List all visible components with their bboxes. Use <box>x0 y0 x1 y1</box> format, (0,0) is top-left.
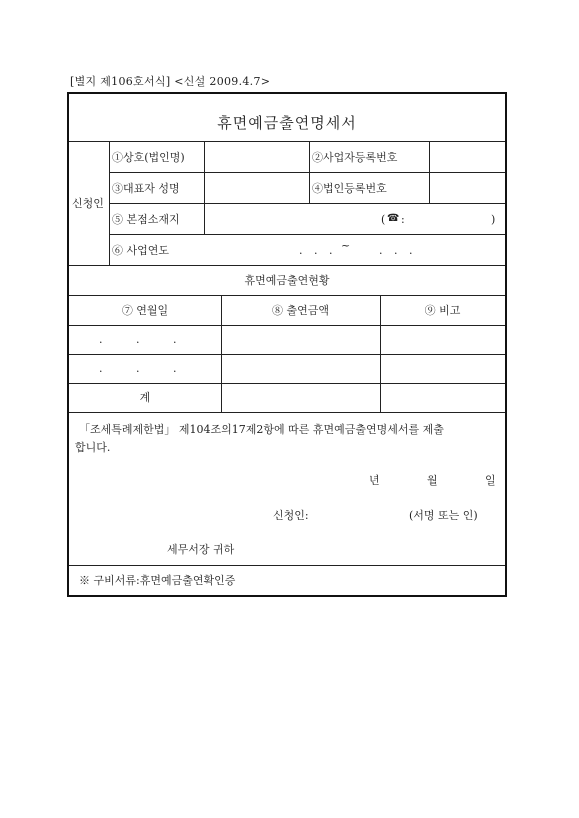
divider <box>110 203 505 204</box>
declaration-line-2: 합니다. <box>75 441 111 454</box>
column-header-date: ⑦ 연월일 <box>121 304 169 317</box>
column-header-amount: ⑧ 출연금액 <box>271 304 329 317</box>
phone-open-paren: ( <box>381 213 386 226</box>
declaration-line-1: 「조세특례제한법」 제104조의17제2항에 따른 휴면예금출연명세서를 제출 <box>79 423 444 436</box>
month-label: 월 <box>427 474 438 487</box>
trade-name-label: ①상호(법인명) <box>112 151 185 164</box>
divider <box>109 141 110 265</box>
phone-colon: : <box>401 213 405 226</box>
divider <box>309 141 310 203</box>
form-title: 휴면예금출연명세서 <box>217 114 357 132</box>
signature-or-seal-label: (서명 또는 인) <box>409 509 478 522</box>
representative-label: ③대표자 성명 <box>112 182 180 195</box>
divider <box>429 141 430 203</box>
divider <box>69 412 505 413</box>
divider <box>69 325 505 326</box>
total-label: 계 <box>139 391 151 404</box>
fiscal-year-start: . . . <box>299 244 333 257</box>
divider <box>204 141 205 234</box>
head-office-label: ⑤ 본점소재지 <box>112 213 180 226</box>
year-label: 년 <box>369 474 380 487</box>
divider <box>69 295 505 296</box>
fiscal-year-end: . . . <box>379 244 413 257</box>
status-section-title: 휴면예금출연현황 <box>244 274 330 287</box>
fiscal-year-label: ⑥ 사업연도 <box>112 244 170 257</box>
divider <box>69 565 505 566</box>
divider <box>69 141 505 142</box>
divider <box>110 172 505 173</box>
divider <box>110 234 505 235</box>
table-row-date: . . . <box>99 333 177 346</box>
dormant-deposit-form <box>67 92 507 597</box>
applicant-signature-label: 신청인: <box>273 509 309 522</box>
table-row-date: . . . <box>99 362 177 375</box>
fiscal-year-tilde: ~ <box>341 239 351 252</box>
addressee: 세무서장 귀하 <box>167 543 235 556</box>
phone-icon: ☎ <box>387 213 400 224</box>
day-label: 일 <box>485 474 496 487</box>
column-header-remarks: ⑨ 비고 <box>424 304 461 317</box>
corp-reg-no-label: ④법인등록번호 <box>312 182 387 195</box>
applicant-section-label: 신청인 <box>72 197 104 210</box>
divider <box>69 383 505 384</box>
business-reg-no-label: ②사업자등록번호 <box>312 151 398 164</box>
required-documents-note: ※ 구비서류:휴면예금출연확인증 <box>79 574 236 587</box>
phone-close-paren: ) <box>491 213 496 226</box>
divider <box>69 354 505 355</box>
form-number-note: [별지 제106호서식] <신설 2009.4.7> <box>70 75 271 88</box>
divider <box>69 265 505 266</box>
